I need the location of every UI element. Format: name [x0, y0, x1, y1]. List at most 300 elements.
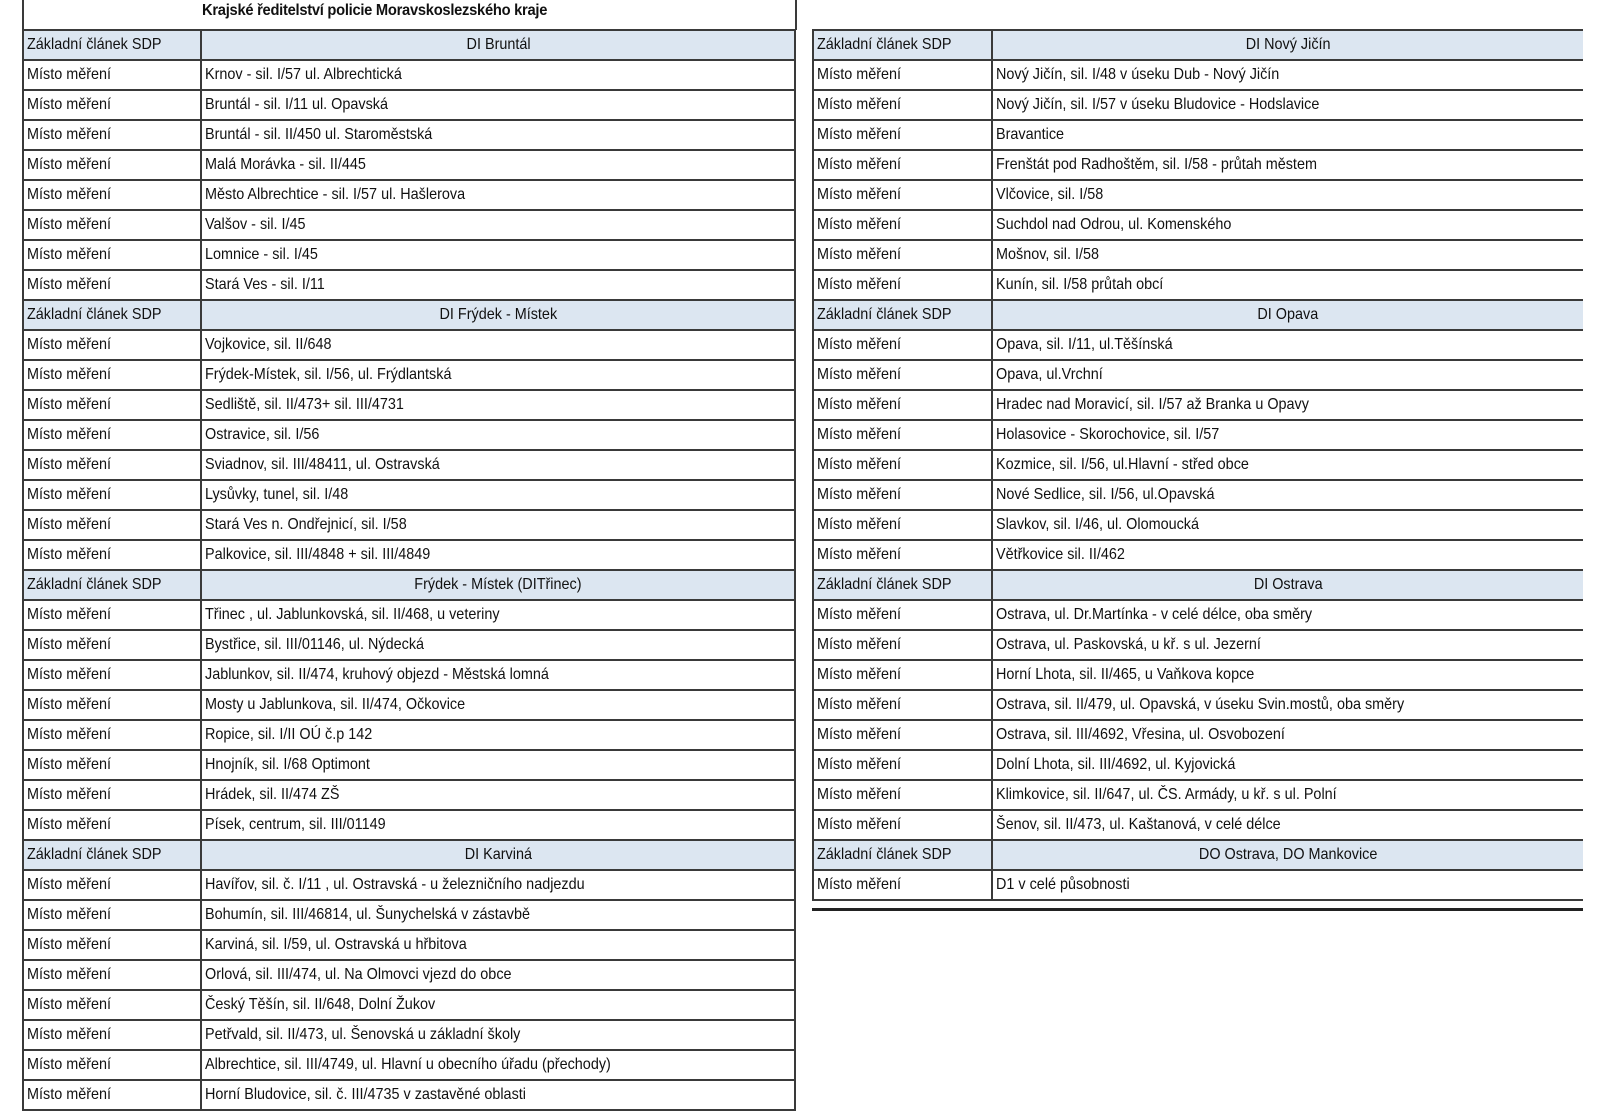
cell-text: Místo měření — [27, 996, 112, 1013]
cell-text: Místo měření — [27, 1056, 112, 1073]
measurement-label-cell — [813, 210, 992, 240]
cell-text: Ostrava, sil. III/4692, Vřesina, ul. Osvobození — [995, 726, 1285, 743]
left-table — [22, 29, 796, 1111]
section-header-row — [23, 300, 795, 330]
measurement-label-cell — [23, 240, 201, 270]
table-row — [23, 330, 795, 360]
left-table-top-border — [22, 0, 24, 30]
table-row — [813, 540, 1583, 570]
measurement-label-cell — [813, 600, 992, 630]
cell-text: Místo měření — [27, 66, 112, 83]
measurement-label-cell — [813, 180, 992, 210]
measurement-label-cell — [813, 660, 992, 690]
table-row — [813, 660, 1583, 690]
location-cell — [201, 480, 795, 510]
cell-text: Místo měření — [817, 636, 902, 653]
cell-text: Místo měření — [27, 546, 112, 563]
location-cell — [201, 690, 795, 720]
table-row — [813, 150, 1583, 180]
location-cell — [201, 930, 795, 960]
cell-text: Opava, sil. I/11, ul.Těšínská — [995, 336, 1173, 353]
location-cell — [992, 120, 1583, 150]
measurement-label-cell — [23, 450, 201, 480]
location-cell — [201, 990, 795, 1020]
location-cell — [992, 210, 1583, 240]
cell-text: Místo měření — [27, 516, 112, 533]
cell-text: Místo měření — [27, 636, 112, 653]
cell-text: Místo měření — [27, 276, 112, 293]
measurement-label-cell — [23, 150, 201, 180]
table-row — [813, 750, 1583, 780]
table-row — [813, 720, 1583, 750]
table-row — [23, 600, 795, 630]
cell-text: Místo měření — [817, 366, 902, 383]
table-row — [813, 780, 1583, 810]
location-cell — [992, 780, 1583, 810]
cell-text: Místo měření — [817, 486, 902, 503]
section-header-row — [813, 300, 1583, 330]
unit-name-cell — [992, 30, 1583, 60]
cell-text: Město Albrechtice - sil. I/57 ul. Hašlerova — [205, 186, 466, 203]
location-cell — [201, 960, 795, 990]
location-cell — [201, 60, 795, 90]
table-row — [23, 630, 795, 660]
cell-text: Místo měření — [27, 876, 112, 893]
location-cell — [201, 900, 795, 930]
measurement-label-cell — [23, 690, 201, 720]
measurement-label-cell — [23, 210, 201, 240]
cell-text: DI Frýdek - Místek — [439, 306, 558, 323]
table-row — [23, 540, 795, 570]
measurement-label-cell — [23, 990, 201, 1020]
section-label-cell — [23, 30, 201, 60]
measurement-label-cell — [813, 510, 992, 540]
table-row — [23, 180, 795, 210]
cell-text: Místo měření — [27, 486, 112, 503]
measurement-label-cell — [23, 390, 201, 420]
location-cell — [992, 390, 1583, 420]
cell-text: Bohumín, sil. III/46814, ul. Šunychelská v zástavbě — [205, 906, 531, 923]
location-cell — [201, 270, 795, 300]
measurement-label-cell — [23, 930, 201, 960]
measurement-label-cell — [813, 450, 992, 480]
location-cell — [201, 780, 795, 810]
location-cell — [201, 630, 795, 660]
location-cell — [201, 1080, 795, 1110]
section-label-cell — [813, 840, 992, 870]
location-cell — [201, 150, 795, 180]
cell-text: Místo měření — [27, 96, 112, 113]
cell-text: Základní článek SDP — [817, 846, 952, 863]
table-row — [23, 780, 795, 810]
cell-text: Horní Lhota, sil. II/465, u Vaňkova kopce — [995, 666, 1255, 683]
measurement-label-cell — [813, 480, 992, 510]
cell-text: Karviná, sil. I/59, ul. Ostravská u hřbitova — [205, 936, 468, 953]
location-cell — [992, 240, 1583, 270]
location-cell — [201, 510, 795, 540]
location-cell — [992, 660, 1583, 690]
table-row — [23, 660, 795, 690]
table-row — [23, 90, 795, 120]
measurement-label-cell — [23, 1020, 201, 1050]
table-row — [23, 420, 795, 450]
measurement-label-cell — [813, 150, 992, 180]
cell-text: Místo měření — [817, 456, 902, 473]
cell-text: Místo měření — [27, 246, 112, 263]
unit-name-cell — [201, 840, 795, 870]
cell-text: Základní článek SDP — [27, 576, 162, 593]
table-row — [813, 630, 1583, 660]
cell-text: Lomnice - sil. I/45 — [205, 246, 319, 263]
measurement-label-cell — [23, 1080, 201, 1110]
measurement-label-cell — [813, 120, 992, 150]
cell-text: Místo měření — [817, 216, 902, 233]
table-row — [23, 240, 795, 270]
cell-text: Místo měření — [27, 786, 112, 803]
location-cell — [992, 630, 1583, 660]
cell-text: Místo měření — [27, 1026, 112, 1043]
cell-text: Vlčovice, sil. I/58 — [995, 186, 1104, 203]
cell-text: Místo měření — [27, 906, 112, 923]
cell-text: DO Ostrava, DO Mankovice — [1198, 846, 1378, 863]
measurement-label-cell — [23, 1050, 201, 1080]
right-table — [812, 29, 1583, 901]
location-cell — [201, 870, 795, 900]
table-row — [813, 270, 1583, 300]
cell-text: Havířov, sil. č. I/11 , ul. Ostravská - u železničního nadjezdu — [205, 876, 586, 893]
table-row — [813, 330, 1583, 360]
cell-text: Místo měření — [27, 756, 112, 773]
cell-text: Místo měření — [27, 696, 112, 713]
cell-text: Základní článek SDP — [27, 306, 162, 323]
cell-text: Palkovice, sil. III/4848 + sil. III/4849 — [205, 546, 431, 563]
location-cell — [992, 480, 1583, 510]
location-cell — [992, 450, 1583, 480]
section-header-row — [813, 570, 1583, 600]
measurement-label-cell — [813, 870, 992, 900]
measurement-label-cell — [23, 810, 201, 840]
cell-text: Ostrava, ul. Dr.Martínka - v celé délce, oba směry — [995, 606, 1313, 623]
unit-name-cell — [201, 30, 795, 60]
cell-text: Místo měření — [817, 756, 902, 773]
measurement-label-cell — [813, 540, 992, 570]
cell-text: Mosty u Jablunkova, sil. II/474, Očkovice — [205, 696, 466, 713]
section-label-cell — [23, 570, 201, 600]
table-row — [813, 420, 1583, 450]
table-row — [23, 1050, 795, 1080]
cell-text: Místo měření — [817, 876, 902, 893]
cell-text: Místo měření — [817, 156, 902, 173]
cell-text: Místo měření — [27, 1086, 112, 1103]
measurement-label-cell — [813, 360, 992, 390]
location-cell — [201, 1020, 795, 1050]
cell-text: Bystřice, sil. III/01146, ul. Nýdecká — [205, 636, 425, 653]
cell-text: Základní článek SDP — [27, 846, 162, 863]
location-cell — [992, 330, 1583, 360]
table-row — [813, 690, 1583, 720]
cell-text: Jablunkov, sil. II/474, kruhový objezd - Městská lomná — [205, 666, 550, 683]
location-cell — [201, 330, 795, 360]
table-row — [23, 750, 795, 780]
cell-text: DI Karviná — [464, 846, 532, 863]
location-cell — [201, 540, 795, 570]
cell-text: Krnov - sil. I/57 ul. Albrechtická — [205, 66, 403, 83]
table-row — [813, 210, 1583, 240]
cell-text: Sedliště, sil. II/473+ sil. III/4731 — [205, 396, 405, 413]
table-row — [23, 510, 795, 540]
table-row — [813, 120, 1583, 150]
cell-text: Stará Ves n. Ondřejnicí, sil. I/58 — [205, 516, 408, 533]
measurement-label-cell — [23, 420, 201, 450]
location-cell — [992, 810, 1583, 840]
measurement-label-cell — [813, 390, 992, 420]
cell-text: Místo měření — [27, 426, 112, 443]
location-cell — [201, 600, 795, 630]
cell-text: Bravantice — [995, 126, 1064, 143]
table-row — [23, 360, 795, 390]
cell-text: Místo měření — [817, 816, 902, 833]
cell-text: Místo měření — [817, 516, 902, 533]
table-row — [813, 240, 1583, 270]
measurement-label-cell — [813, 720, 992, 750]
location-cell — [201, 810, 795, 840]
cell-text: Nový Jičín, sil. I/57 v úseku Bludovice - Hodslavice — [995, 96, 1320, 113]
cell-text: DI Bruntál — [466, 36, 531, 53]
measurement-label-cell — [23, 330, 201, 360]
section-header-row — [813, 840, 1583, 870]
cell-text: Písek, centrum, sil. III/01149 — [205, 816, 387, 833]
left-table-top-right-border — [795, 0, 797, 30]
table-row — [813, 90, 1583, 120]
cell-text: Ostrava, ul. Paskovská, u kř. s ul. Jezerní — [995, 636, 1261, 653]
location-cell — [992, 540, 1583, 570]
cell-text: Místo měření — [817, 276, 902, 293]
location-cell — [201, 420, 795, 450]
unit-name-cell — [992, 840, 1583, 870]
cell-text: Bruntál - sil. I/11 ul. Opavská — [205, 96, 389, 113]
cell-text: Sviadnov, sil. III/48411, ul. Ostravská — [205, 456, 441, 473]
table-row — [23, 1020, 795, 1050]
location-cell — [201, 120, 795, 150]
cell-text: Holasovice - Skorochovice, sil. I/57 — [995, 426, 1220, 443]
cell-text: Frenštát pod Radhoštěm, sil. I/58 - průtah městem — [995, 156, 1317, 173]
cell-text: Místo měření — [27, 726, 112, 743]
cell-text: Frýdek - Místek (DITřinec) — [414, 576, 582, 593]
cell-text: Slavkov, sil. I/46, ul. Olomoucká — [995, 516, 1199, 533]
cell-text: Místo měření — [817, 426, 902, 443]
table-row — [23, 900, 795, 930]
location-cell — [201, 240, 795, 270]
cell-text: Ropice, sil. I/II OÚ č.p 142 — [205, 726, 373, 743]
cell-text: Frýdek-Místek, sil. I/56, ul. Frýdlantská — [205, 366, 452, 383]
cell-text: DI Nový Jičín — [1245, 36, 1331, 53]
location-cell — [201, 720, 795, 750]
measurement-label-cell — [23, 870, 201, 900]
measurement-label-cell — [813, 60, 992, 90]
cell-text: Místo měření — [27, 216, 112, 233]
cell-text: Místo měření — [817, 726, 902, 743]
right-table-bottom-rule — [812, 908, 1583, 911]
cell-text: Orlová, sil. III/474, ul. Na Olmovci vjezd do obce — [205, 966, 512, 983]
table-row — [23, 720, 795, 750]
location-cell — [992, 750, 1583, 780]
unit-name-cell — [201, 300, 795, 330]
cell-text: Horní Bludovice, sil. č. III/4735 v zastavěné oblasti — [205, 1086, 527, 1103]
table-row — [23, 960, 795, 990]
section-header-row — [23, 30, 795, 60]
section-header-row — [23, 840, 795, 870]
table-row — [813, 60, 1583, 90]
measurement-label-cell — [23, 180, 201, 210]
table-row — [23, 60, 795, 90]
cell-text: Základní článek SDP — [817, 36, 952, 53]
cell-text: Malá Morávka - sil. II/445 — [205, 156, 367, 173]
measurement-label-cell — [23, 120, 201, 150]
cell-text: Kunín, sil. I/58 průtah obcí — [995, 276, 1164, 293]
unit-name-cell — [201, 570, 795, 600]
table-row — [23, 210, 795, 240]
cell-text: Ostravice, sil. I/56 — [205, 426, 320, 443]
cell-text: Místo měření — [817, 666, 902, 683]
table-row — [23, 450, 795, 480]
measurement-label-cell — [813, 810, 992, 840]
cell-text: Místo měření — [817, 186, 902, 203]
table-row — [23, 270, 795, 300]
cell-text: Místo měření — [27, 936, 112, 953]
measurement-label-cell — [23, 630, 201, 660]
measurement-label-cell — [23, 750, 201, 780]
section-label-cell — [23, 300, 201, 330]
cell-text: Hnojník, sil. I/68 Optimont — [205, 756, 371, 773]
location-cell — [201, 390, 795, 420]
cell-text: Albrechtice, sil. III/4749, ul. Hlavní u obecního úřadu (přechody) — [205, 1056, 612, 1073]
cell-text: Český Těšín, sil. II/648, Dolní Žukov — [205, 996, 436, 1013]
cell-text: Místo měření — [817, 696, 902, 713]
cell-text: DI Opava — [1257, 306, 1319, 323]
table-row — [23, 150, 795, 180]
cell-text: Místo měření — [817, 246, 902, 263]
cell-text: Místo měření — [27, 366, 112, 383]
table-row — [23, 120, 795, 150]
cell-text: Lysůvky, tunel, sil. I/48 — [205, 486, 349, 503]
section-header-row — [813, 30, 1583, 60]
cell-text: Stará Ves - sil. I/11 — [205, 276, 326, 293]
cell-text: Místo měření — [817, 336, 902, 353]
table-row — [23, 810, 795, 840]
cell-text: Místo měření — [817, 786, 902, 803]
table-row — [813, 810, 1583, 840]
section-header-row — [23, 570, 795, 600]
table-row — [813, 600, 1583, 630]
table-row — [813, 480, 1583, 510]
table-row — [813, 390, 1583, 420]
cell-text: Dolní Lhota, sil. III/4692, ul. Kyjovická — [995, 756, 1236, 773]
location-cell — [992, 90, 1583, 120]
table-row — [813, 870, 1583, 900]
measurement-label-cell — [813, 420, 992, 450]
location-cell — [992, 510, 1583, 540]
location-cell — [992, 600, 1583, 630]
measurement-label-cell — [23, 600, 201, 630]
table-row — [23, 480, 795, 510]
cell-text: Místo měření — [817, 546, 902, 563]
section-label-cell — [813, 30, 992, 60]
location-cell — [992, 60, 1583, 90]
location-cell — [992, 180, 1583, 210]
measurement-label-cell — [23, 510, 201, 540]
location-cell — [992, 270, 1583, 300]
cell-text: Třinec , ul. Jablunkovská, sil. II/468, u veteriny — [205, 606, 500, 623]
cell-text: Základní článek SDP — [27, 36, 162, 53]
measurement-label-cell — [813, 690, 992, 720]
cell-text: Suchdol nad Odrou, ul. Komenského — [995, 216, 1232, 233]
table-row — [23, 930, 795, 960]
measurement-label-cell — [23, 90, 201, 120]
cell-text: Místo měření — [817, 66, 902, 83]
location-cell — [992, 150, 1583, 180]
measurement-label-cell — [813, 780, 992, 810]
table-row — [23, 990, 795, 1020]
cell-text: Klimkovice, sil. II/647, ul. ČS. Armády, u kř. s ul. Polní — [995, 786, 1337, 803]
measurement-label-cell — [813, 330, 992, 360]
cell-text: Větřkovice sil. II/462 — [995, 546, 1125, 563]
cell-text: Místo měření — [817, 126, 902, 143]
cell-text: Nový Jičín, sil. I/48 v úseku Dub - Nový Jičín — [995, 66, 1280, 83]
measurement-label-cell — [23, 60, 201, 90]
table-row — [813, 510, 1583, 540]
document-title: Krajské ředitelství policie Moravskoslezského kraje — [202, 2, 548, 19]
cell-text: Hrádek, sil. II/474 ZŠ — [205, 786, 340, 803]
cell-text: Šenov, sil. II/473, ul. Kaštanová, v celé délce — [995, 816, 1281, 833]
cell-text: Ostrava, sil. II/479, ul. Opavská, v úseku Svin.mostů, oba směry — [995, 696, 1405, 713]
location-cell — [201, 210, 795, 240]
location-cell — [992, 420, 1583, 450]
location-cell — [992, 690, 1583, 720]
measurement-label-cell — [23, 900, 201, 930]
table-row — [23, 1080, 795, 1110]
cell-text: Místo měření — [27, 606, 112, 623]
measurement-label-cell — [23, 780, 201, 810]
cell-text: Petřvald, sil. II/473, ul. Šenovská u základní školy — [205, 1026, 521, 1043]
cell-text: Bruntál - sil. II/450 ul. Staroměstská — [205, 126, 433, 143]
cell-text: Valšov - sil. I/45 — [205, 216, 307, 233]
cell-text: Místo měření — [817, 396, 902, 413]
cell-text: Vojkovice, sil. II/648 — [205, 336, 332, 353]
cell-text: Místo měření — [817, 96, 902, 113]
section-label-cell — [813, 300, 992, 330]
cell-text: D1 v celé působnosti — [995, 876, 1130, 893]
cell-text: Místo měření — [27, 396, 112, 413]
location-cell — [201, 750, 795, 780]
unit-name-cell — [992, 570, 1583, 600]
measurement-label-cell — [23, 720, 201, 750]
unit-name-cell — [992, 300, 1583, 330]
section-label-cell — [813, 570, 992, 600]
measurement-label-cell — [23, 660, 201, 690]
cell-text: Místo měření — [27, 336, 112, 353]
section-label-cell — [23, 840, 201, 870]
table-row — [813, 180, 1583, 210]
cell-text: DI Ostrava — [1253, 576, 1323, 593]
cell-text: Základní článek SDP — [817, 576, 952, 593]
measurement-label-cell — [23, 480, 201, 510]
cell-text: Místo měření — [27, 126, 112, 143]
table-row — [23, 870, 795, 900]
table-row — [813, 360, 1583, 390]
location-cell — [201, 90, 795, 120]
location-cell — [201, 660, 795, 690]
cell-text: Mošnov, sil. I/58 — [995, 246, 1099, 263]
